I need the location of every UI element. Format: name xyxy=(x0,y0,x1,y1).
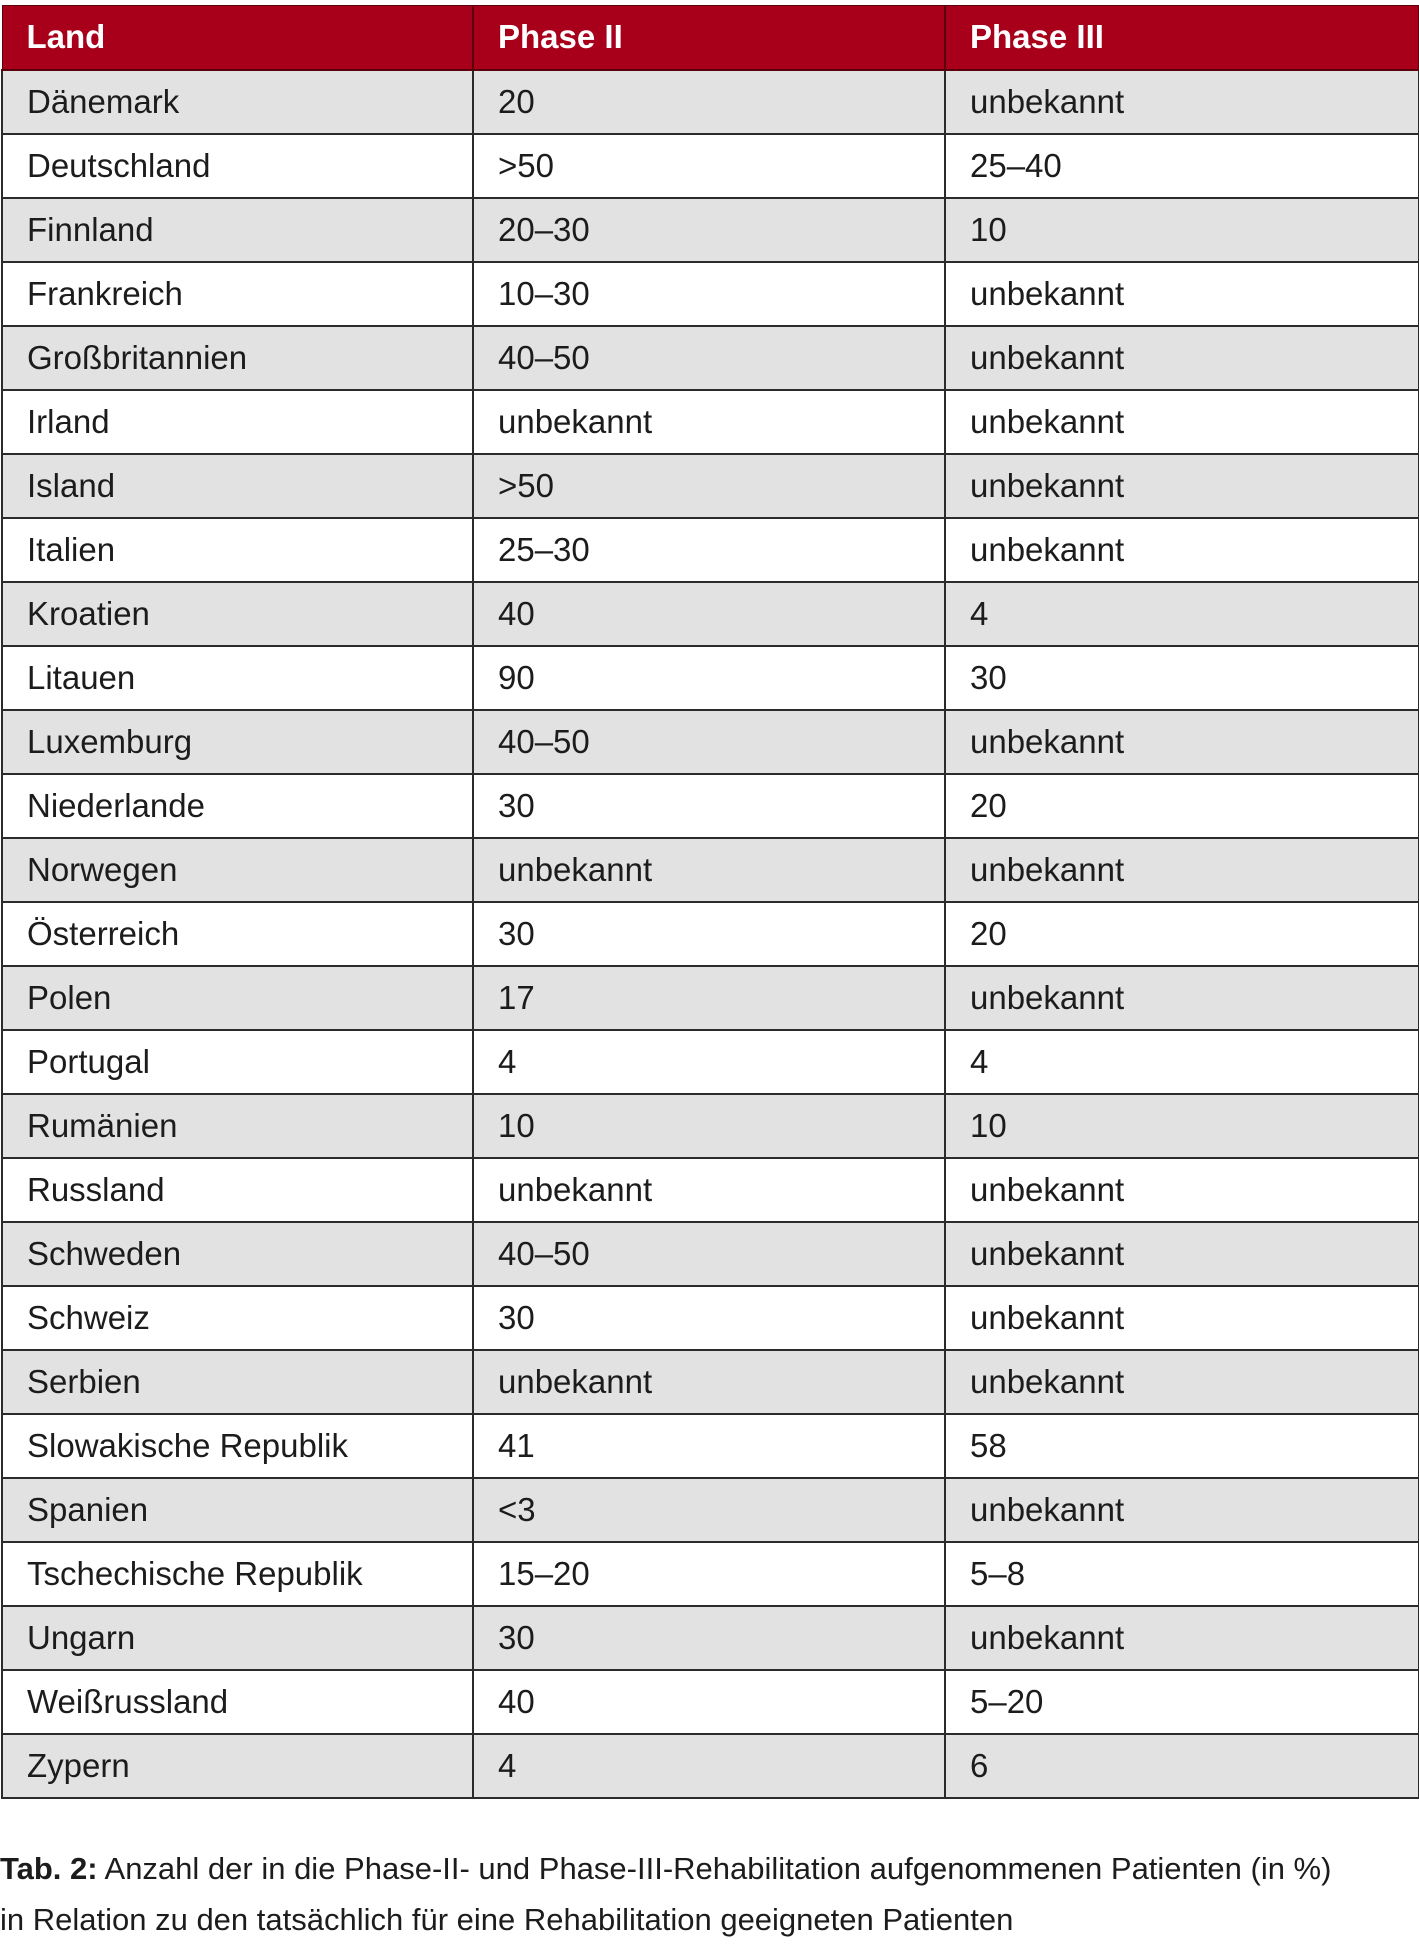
cell-phase-iii: unbekannt xyxy=(945,518,1419,582)
cell-land: Litauen xyxy=(2,646,473,710)
cell-land: Österreich xyxy=(2,902,473,966)
table-caption xyxy=(0,1843,1400,1945)
cell-phase-ii: 15–20 xyxy=(473,1542,945,1606)
table-row xyxy=(2,1222,1419,1286)
table-row xyxy=(2,646,1419,710)
cell-phase-iii: unbekannt xyxy=(945,454,1419,518)
cell-phase-iii: 5–8 xyxy=(945,1542,1419,1606)
cell-land: Irland xyxy=(2,390,473,454)
cell-phase-iii: 58 xyxy=(945,1414,1419,1478)
table-row xyxy=(2,1542,1419,1606)
cell-phase-iii: 5–20 xyxy=(945,1670,1419,1734)
table-row xyxy=(2,902,1419,966)
cell-phase-ii: unbekannt xyxy=(473,1350,945,1414)
cell-land: Ungarn xyxy=(2,1606,473,1670)
table-row xyxy=(2,1030,1419,1094)
cell-land: Großbritannien xyxy=(2,326,473,390)
cell-phase-ii: 20 xyxy=(473,70,945,134)
table-row xyxy=(2,1478,1419,1542)
table-row xyxy=(2,1734,1419,1798)
caption-label: Tab. 2: xyxy=(0,1851,98,1886)
table-row xyxy=(2,966,1419,1030)
table-row xyxy=(2,70,1419,134)
cell-phase-iii: 20 xyxy=(945,774,1419,838)
cell-phase-ii: 30 xyxy=(473,1286,945,1350)
cell-land: Spanien xyxy=(2,1478,473,1542)
cell-land: Zypern xyxy=(2,1734,473,1798)
cell-phase-ii: <3 xyxy=(473,1478,945,1542)
cell-phase-ii: unbekannt xyxy=(473,838,945,902)
cell-phase-ii: >50 xyxy=(473,454,945,518)
cell-phase-ii: 40–50 xyxy=(473,710,945,774)
cell-phase-ii: 30 xyxy=(473,902,945,966)
cell-phase-ii: 30 xyxy=(473,1606,945,1670)
cell-phase-ii: >50 xyxy=(473,134,945,198)
cell-phase-iii: unbekannt xyxy=(945,70,1419,134)
table-row xyxy=(2,390,1419,454)
cell-phase-iii: unbekannt xyxy=(945,390,1419,454)
cell-land: Serbien xyxy=(2,1350,473,1414)
cell-phase-ii: unbekannt xyxy=(473,1158,945,1222)
cell-phase-ii: 30 xyxy=(473,774,945,838)
table-row xyxy=(2,582,1419,646)
cell-land: Island xyxy=(2,454,473,518)
table-row xyxy=(2,454,1419,518)
table-row xyxy=(2,774,1419,838)
cell-phase-iii: unbekannt xyxy=(945,1222,1419,1286)
table-row xyxy=(2,710,1419,774)
cell-phase-ii: 40–50 xyxy=(473,326,945,390)
cell-phase-iii: unbekannt xyxy=(945,1158,1419,1222)
cell-land: Finnland xyxy=(2,198,473,262)
cell-land: Russland xyxy=(2,1158,473,1222)
cell-land: Niederlande xyxy=(2,774,473,838)
table-header xyxy=(2,6,1419,70)
cell-phase-iii: 25–40 xyxy=(945,134,1419,198)
cell-phase-iii: 30 xyxy=(945,646,1419,710)
table-row xyxy=(2,262,1419,326)
cell-phase-iii: 4 xyxy=(945,1030,1419,1094)
table-row xyxy=(2,134,1419,198)
cell-phase-iii: 10 xyxy=(945,1094,1419,1158)
cell-phase-ii: 90 xyxy=(473,646,945,710)
table-row xyxy=(2,326,1419,390)
cell-phase-ii: 41 xyxy=(473,1414,945,1478)
cell-phase-ii: 10 xyxy=(473,1094,945,1158)
cell-phase-iii: 10 xyxy=(945,198,1419,262)
cell-phase-ii: 17 xyxy=(473,966,945,1030)
cell-phase-ii: unbekannt xyxy=(473,390,945,454)
table-row xyxy=(2,518,1419,582)
cell-phase-ii: 25–30 xyxy=(473,518,945,582)
cell-land: Portugal xyxy=(2,1030,473,1094)
header-land: Land xyxy=(2,6,473,70)
cell-land: Luxemburg xyxy=(2,710,473,774)
cell-phase-ii: 20–30 xyxy=(473,198,945,262)
cell-land: Slowakische Republik xyxy=(2,1414,473,1478)
table-row xyxy=(2,1350,1419,1414)
cell-phase-iii: unbekannt xyxy=(945,838,1419,902)
table-row xyxy=(2,1286,1419,1350)
cell-land: Rumänien xyxy=(2,1094,473,1158)
table-row xyxy=(2,1606,1419,1670)
cell-phase-iii: unbekannt xyxy=(945,1350,1419,1414)
cell-phase-ii: 4 xyxy=(473,1030,945,1094)
cell-phase-ii: 40 xyxy=(473,582,945,646)
rehabilitation-table xyxy=(1,5,1419,1799)
cell-land: Frankreich xyxy=(2,262,473,326)
header-row xyxy=(2,6,1419,70)
cell-phase-ii: 10–30 xyxy=(473,262,945,326)
cell-phase-ii: 4 xyxy=(473,1734,945,1798)
cell-phase-iii: unbekannt xyxy=(945,326,1419,390)
cell-land: Schweiz xyxy=(2,1286,473,1350)
table-row xyxy=(2,1094,1419,1158)
cell-phase-iii: 20 xyxy=(945,902,1419,966)
table-body xyxy=(2,70,1419,1798)
cell-land: Weißrussland xyxy=(2,1670,473,1734)
cell-land: Norwegen xyxy=(2,838,473,902)
cell-land: Dänemark xyxy=(2,70,473,134)
caption-line-1: Anzahl der in die Phase-II- und Phase-III-Rehabilitation aufgenommenen Patienten (in %) xyxy=(97,1851,1332,1886)
cell-phase-iii: unbekannt xyxy=(945,1606,1419,1670)
table-row xyxy=(2,838,1419,902)
header-phase-iii: Phase III xyxy=(945,6,1419,70)
table-row xyxy=(2,198,1419,262)
table-row xyxy=(2,1670,1419,1734)
cell-land: Kroatien xyxy=(2,582,473,646)
caption-line-2: in Relation zu den tatsächlich für eine Rehabilitation geeigneten Patienten xyxy=(0,1902,1014,1937)
cell-phase-iii: 6 xyxy=(945,1734,1419,1798)
cell-phase-iii: unbekannt xyxy=(945,1286,1419,1350)
cell-phase-ii: 40 xyxy=(473,1670,945,1734)
table-row xyxy=(2,1158,1419,1222)
cell-phase-iii: unbekannt xyxy=(945,710,1419,774)
header-phase-ii: Phase II xyxy=(473,6,945,70)
cell-phase-iii: 4 xyxy=(945,582,1419,646)
cell-land: Tschechische Republik xyxy=(2,1542,473,1606)
cell-land: Polen xyxy=(2,966,473,1030)
cell-phase-iii: unbekannt xyxy=(945,262,1419,326)
table-row xyxy=(2,1414,1419,1478)
cell-phase-ii: 40–50 xyxy=(473,1222,945,1286)
cell-phase-iii: unbekannt xyxy=(945,1478,1419,1542)
cell-land: Deutschland xyxy=(2,134,473,198)
cell-land: Italien xyxy=(2,518,473,582)
cell-land: Schweden xyxy=(2,1222,473,1286)
cell-phase-iii: unbekannt xyxy=(945,966,1419,1030)
